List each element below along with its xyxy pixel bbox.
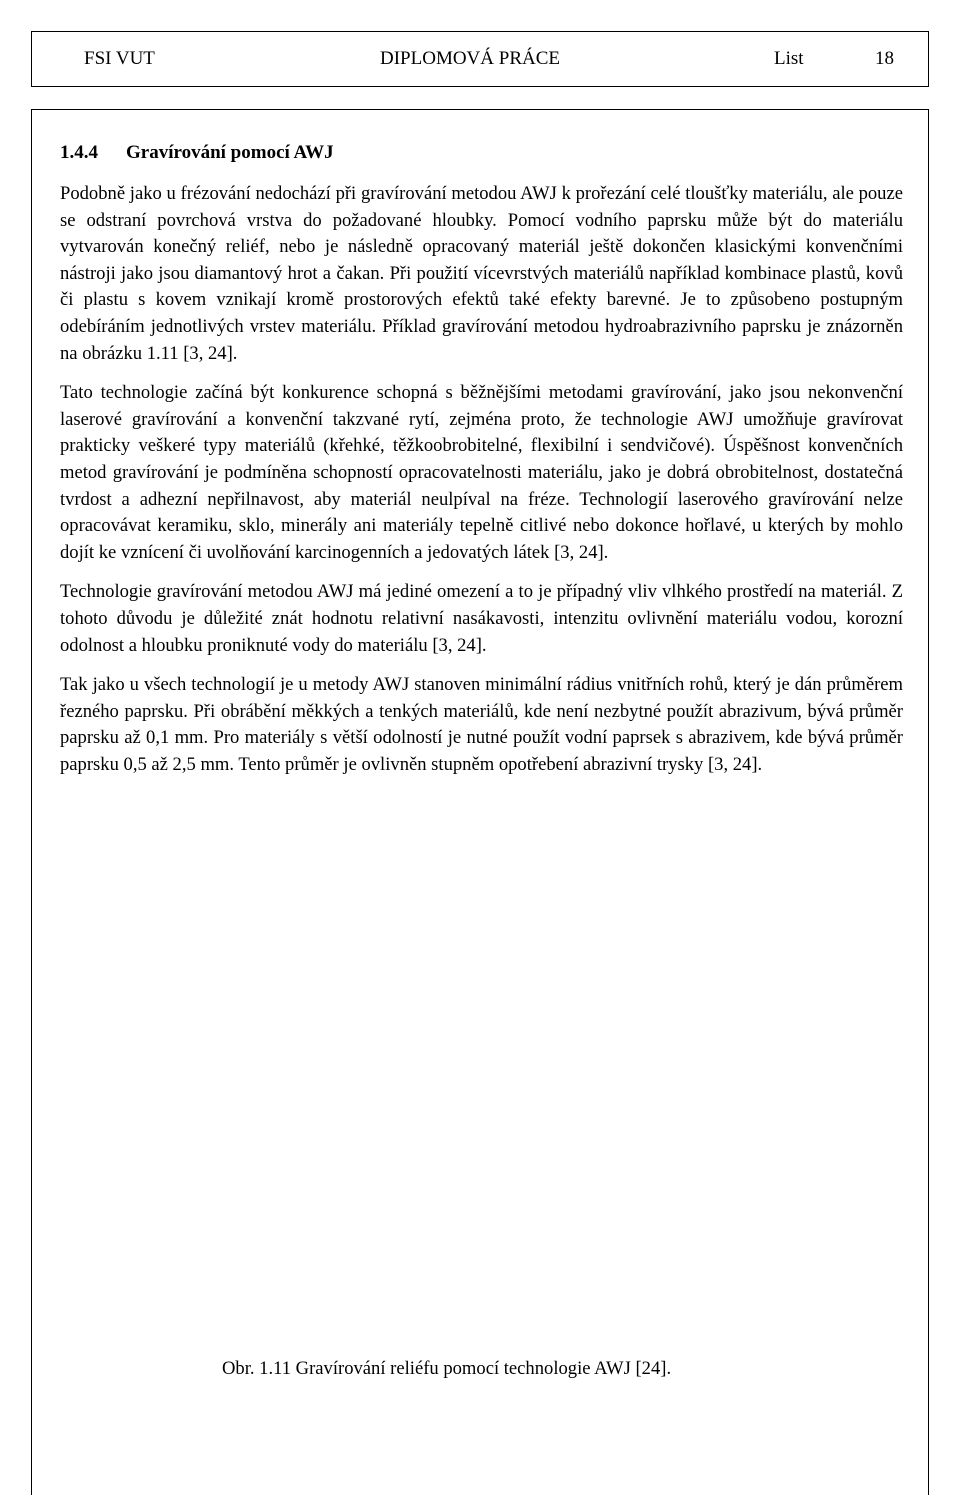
- header-list-label: List: [774, 48, 804, 69]
- header-faculty: FSI VUT: [84, 48, 155, 69]
- paragraph-4: Tak jako u všech technologií je u metody AWJ stanoven minimální rádius vnitřních rohů, který je dán průměrem řezného paprsku. Při obrábění měkkých a tenkých materiálů, kde není nezbytné použít abrazivum, bývá průměr paprsku až 0,1 mm. Pro materiály s větší odolností je nutné použít vodní paprsek s abrazivem, kde bývá průměr paprsku 0,5 až 2,5 mm. Tento průměr je ovlivněn stupněm opotřebení abrazivní trysky [3, 24].: [60, 674, 903, 775]
- header-page-number: 18: [875, 48, 894, 69]
- page-content: [60, 140, 903, 791]
- header-document-type: DIPLOMOVÁ PRÁCE: [380, 48, 560, 69]
- figure-placeholder: [60, 915, 903, 1345]
- page-header: [31, 31, 929, 87]
- paragraph-2: Tato technologie začíná být konkurence schopná s běžnějšími metodami gravírování, jako jsou nekonvenční laserové gravírování a konvenční takzvané rytí, zejména proto, že technologie AWJ umožňuje gravírovat prakticky veškeré typy materiálů (křehké, těžkoobrobitelné, flexibilní i sendvičové). Úspěšnost konvenčních metod gravírování je podmíněna schopností opracovatelnosti materiálu, jako je dobrá obrobitelnost, dostatečná tvrdost a adhezní nepřilnavost, aby materiál neulpíval na fréze. Technologií laserového gravírování nelze opracovávat keramiku, sklo, minerály ani materiály tepelně citlivé nebo dokonce hořlavé, u kterých by mohlo dojít ke vznícení či uvolňování karcinogenních a jedovatých látek [3, 24].: [60, 382, 903, 563]
- paragraph-1: Podobně jako u frézování nedochází při gravírování metodou AWJ k prořezání celé tloušťky materiálu, ale pouze se odstraní povrchová vrstva do požadované hloubky. Pomocí vodního paprsku může být do materiálu vytvarován konečný reliéf, nebo je následně opracovaný materiál ještě dokončen klasickými konvenčními nástroji jako jsou diamantový hrot a čakan. Při použití vícevrstvých materiálů například kombinace plastů, kovů či plastu s kovem vznikají kromě prostorových efektů také efekty barevné. Je to způsobeno postupným odebíráním jednotlivých vrstev materiálu. Příklad gravírování metodou hydroabrazivního paprsku je znázorněn na obrázku 1.11 [3, 24].: [60, 183, 903, 364]
- section-title: Gravírování pomocí AWJ: [126, 142, 334, 163]
- section-heading: [60, 140, 903, 166]
- paragraph-3: Technologie gravírování metodou AWJ má jediné omezení a to je případný vliv vlhkého prostředí na materiál. Z tohoto důvodu je důležité znát hodnotu relativní nasákavosti, intenzitu ovlivnění materiálu vodou, korozní odolnost a hloubku proniknuté vody do materiálu [3, 24].: [60, 581, 903, 656]
- figure-caption: Obr. 1.11 Gravírování reliéfu pomocí technologie AWJ [24].: [222, 1358, 672, 1379]
- section-number: 1.4.4: [60, 142, 98, 163]
